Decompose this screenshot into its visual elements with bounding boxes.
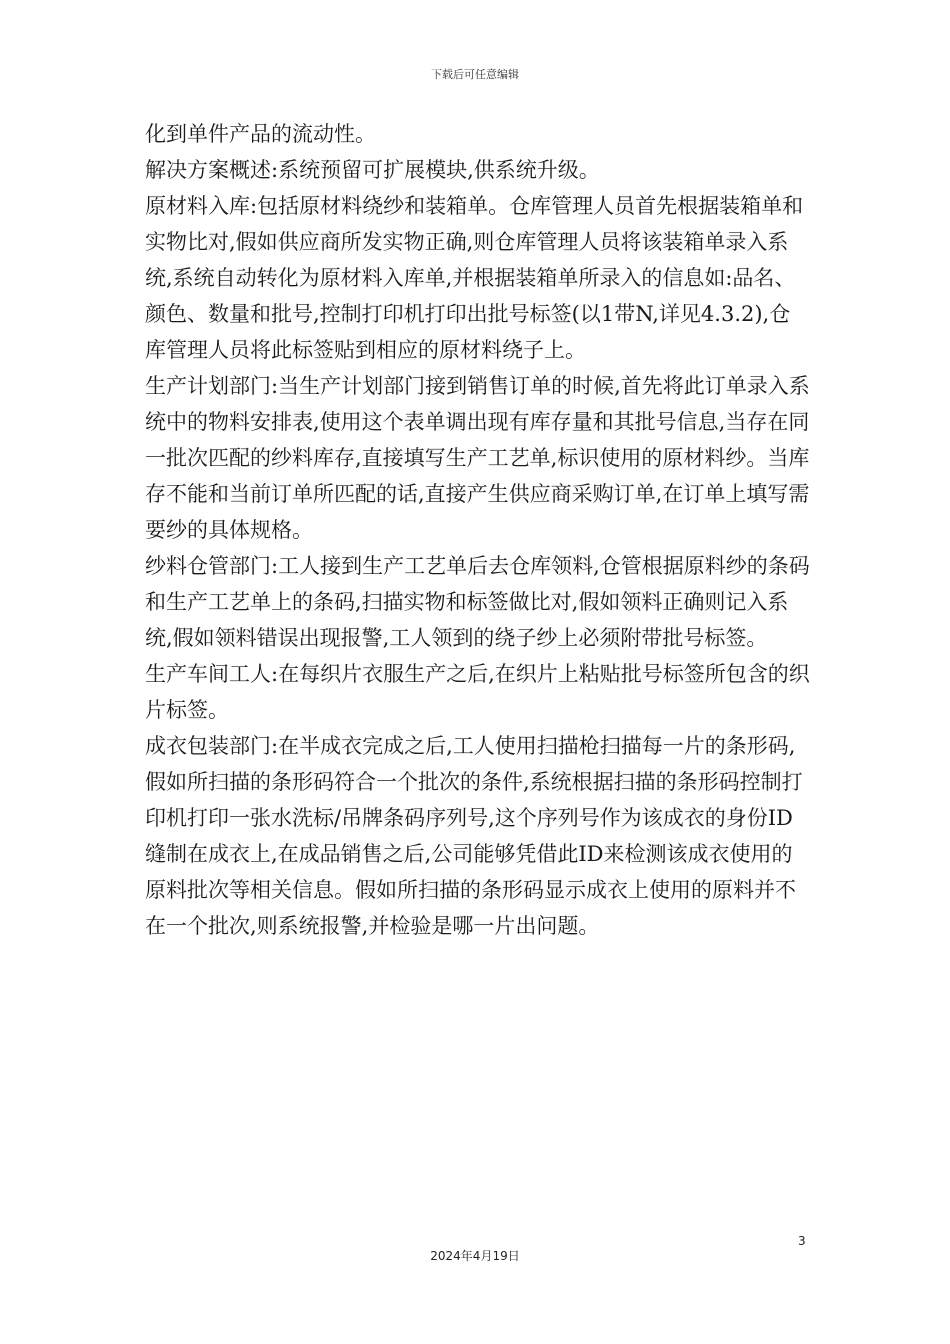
page-header: 下载后可任意编辑 [431, 68, 519, 81]
footer-date: 2024年4月19日 [430, 1249, 520, 1263]
page-number: 3 [798, 1234, 806, 1248]
paragraph: 纱料仓管部门:工人接到生产工艺单后去仓库领料,仓管根据原料纱的条码和生产工艺单上的条码,扫描实物和标签做比对,假如领料正确则记入系统,假如领料错误出现报警,工人领到的绕子纱上必须附带批号标签。 [145, 554, 810, 650]
paragraph: 生产车间工人:在每织片衣服生产之后,在织片上粘贴批号标签所包含的织片标签。 [145, 662, 810, 722]
document-body [145, 116, 810, 944]
paragraph: 原材料入库:包括原材料绕纱和装箱单。仓库管理人员首先根据装箱单和实物比对,假如供应商所发实物正确,则仓库管理人员将该装箱单录入系统,系统自动转化为原材料入库单,并根据装箱单所录入的信息如:品名、颜色、数量和批号,控制打印机打印出批号标签(以1带N,详见4.3.2),仓库管理人员将此标签贴到相应的原材料绕子上。 [145, 194, 804, 362]
paragraph: 生产计划部门:当生产计划部门接到销售订单的时候,首先将此订单录入系统中的物料安排表,使用这个表单调出现有库存量和其批号信息,当存在同一批次匹配的纱料库存,直接填写生产工艺单,标识使用的原材料纱。当库存不能和当前订单所匹配的话,直接产生供应商采购订单,在订单上填写需要纱的具体规格。 [145, 374, 810, 542]
paragraph: 解决方案概述:系统预留可扩展模块,供系统升级。 [145, 158, 600, 182]
paragraph: 化到单件产品的流动性。 [145, 122, 376, 146]
paragraph: 成衣包装部门:在半成衣完成之后,工人使用扫描枪扫描每一片的条形码,假如所扫描的条形码符合一个批次的条件,系统根据扫描的条形码控制打印机打印一张水洗标/吊牌条码序列号,这个序列号作为该成衣的身份ID缝制在成衣上,在成品销售之后,公司能够凭借此ID来检测该成衣使用的原料批次等相关信息。假如所扫描的条形码显示成衣上使用的原料并不在一个批次,则系统报警,并检验是哪一片出问题。 [145, 734, 803, 938]
